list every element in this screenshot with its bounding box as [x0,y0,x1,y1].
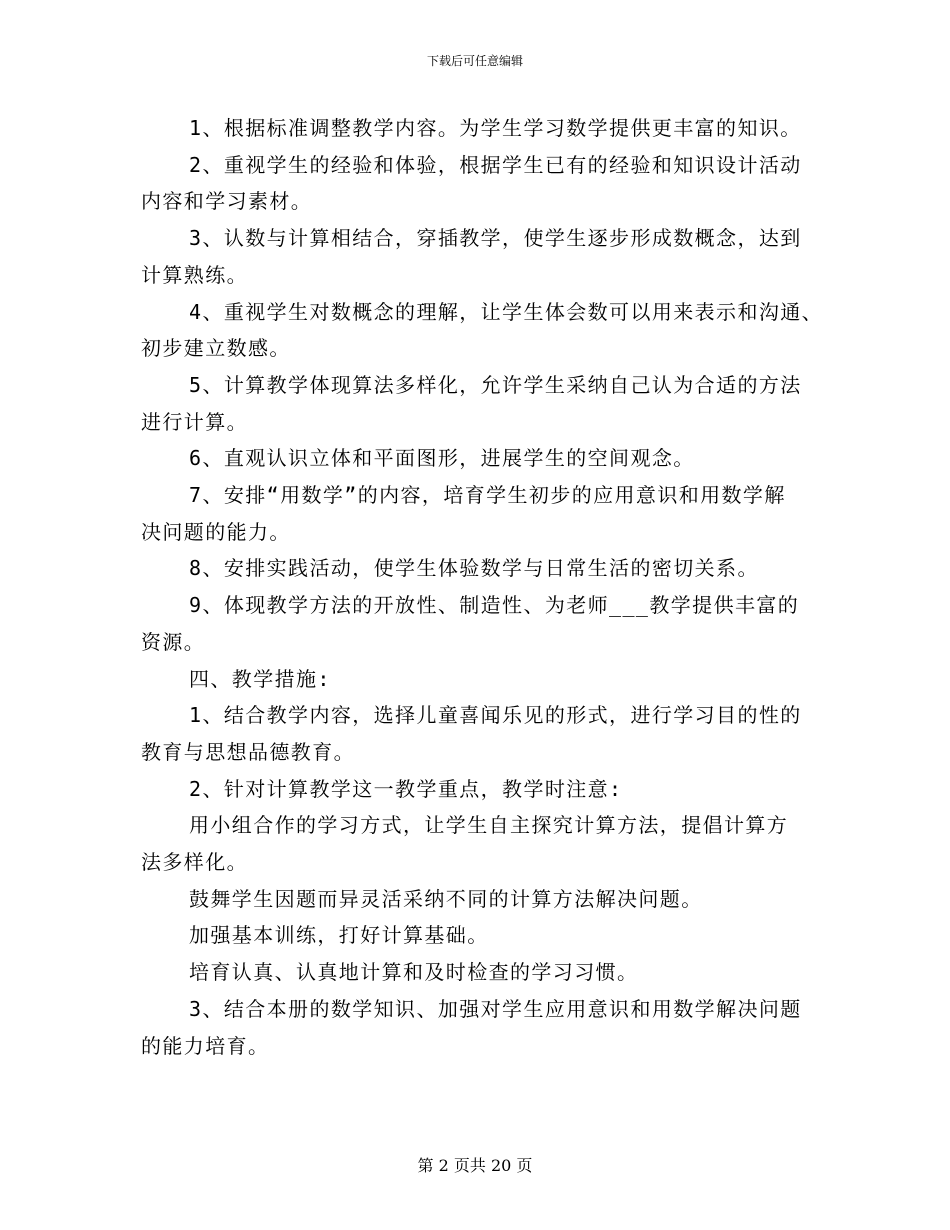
paragraph-line: 2、重视学生的经验和体验，根据学生已有的经验和知识设计活动 [189,152,802,177]
paragraph-line: 6、直观认识立体和平面图形，进展学生的空间观念。 [189,446,695,471]
paragraph-line: 培育认真、认真地计算和及时检查的学习习惯。 [189,960,639,985]
paragraph [141,917,813,954]
page-footer: 第 2 页共 20 页 [417,1156,533,1175]
paragraph-line: 初步建立数感。 [141,336,291,361]
paragraph [141,954,813,991]
paragraph-line: 5、计算教学体现算法多样化，允许学生采纳自己认为合适的方法 [189,372,802,397]
paragraph [141,661,813,698]
paragraph-line: 计算熟练。 [141,262,248,287]
paragraph [141,440,813,477]
document-body [141,110,824,1064]
paragraph-line: 用小组合作的学习方式，让学生自主探究计算方法，提倡计算方 [189,813,789,838]
paragraph-line: 1、结合教学内容，选择儿童喜闻乐见的形式，进行学习目的性的 [189,703,802,728]
paragraph-line: 鼓舞学生因题而异灵活采纳不同的计算方法解决问题。 [189,886,703,911]
paragraph [141,110,813,147]
paragraph-line: 内容和学习素材。 [141,189,313,214]
paragraph-line: 3、认数与计算相结合，穿插教学，使学生逐步形成数概念，达到 [189,226,802,251]
paragraph [141,220,813,293]
paragraph-line: 资源。 [141,629,206,654]
paragraph-line: 1、根据标准调整教学内容。为学生学习数学提供更丰富的知识。 [189,116,802,140]
paragraph-line: 8、安排实践活动，使学生体验数学与日常生活的密切关系。 [189,556,759,581]
paragraph-line: 9、体现教学方法的开放性、制造性、为老师___教学提供丰富的 [189,593,800,618]
paragraph-line: 7、安排“用数学”的内容，培育学生初步的应用意识和用数学解 [189,483,786,508]
paragraph-line: 四、教学措施: [189,666,331,691]
paragraph [141,881,813,918]
paragraph-line: 加强基本训练，打好计算基础。 [189,923,489,948]
paragraph [141,294,824,367]
paragraph-line: 进行计算。 [141,409,248,434]
page-header: 下载后可任意编辑 [426,54,523,68]
paragraph [141,587,813,660]
paragraph [141,771,813,808]
paragraph-line: 的能力培育。 [141,1033,270,1058]
paragraph-line: 决问题的能力。 [141,519,291,544]
paragraph [141,697,813,770]
paragraph-line: 3、结合本册的数学知识、加强对学生应用意识和用数学解决问题 [189,996,802,1021]
paragraph [141,147,813,220]
paragraph-line: 4、重视学生对数概念的理解，让学生体会数可以用来表示和沟通、 [189,299,824,324]
paragraph-line: 法多样化。 [141,850,248,875]
paragraph [141,991,813,1064]
paragraph [141,367,813,440]
paragraph [141,550,813,587]
paragraph-line: 2、针对计算教学这一教学重点，教学时注意: [189,776,623,801]
paragraph [141,477,813,550]
paragraph [141,807,813,880]
paragraph-line: 教育与思想品德教育。 [141,739,355,764]
